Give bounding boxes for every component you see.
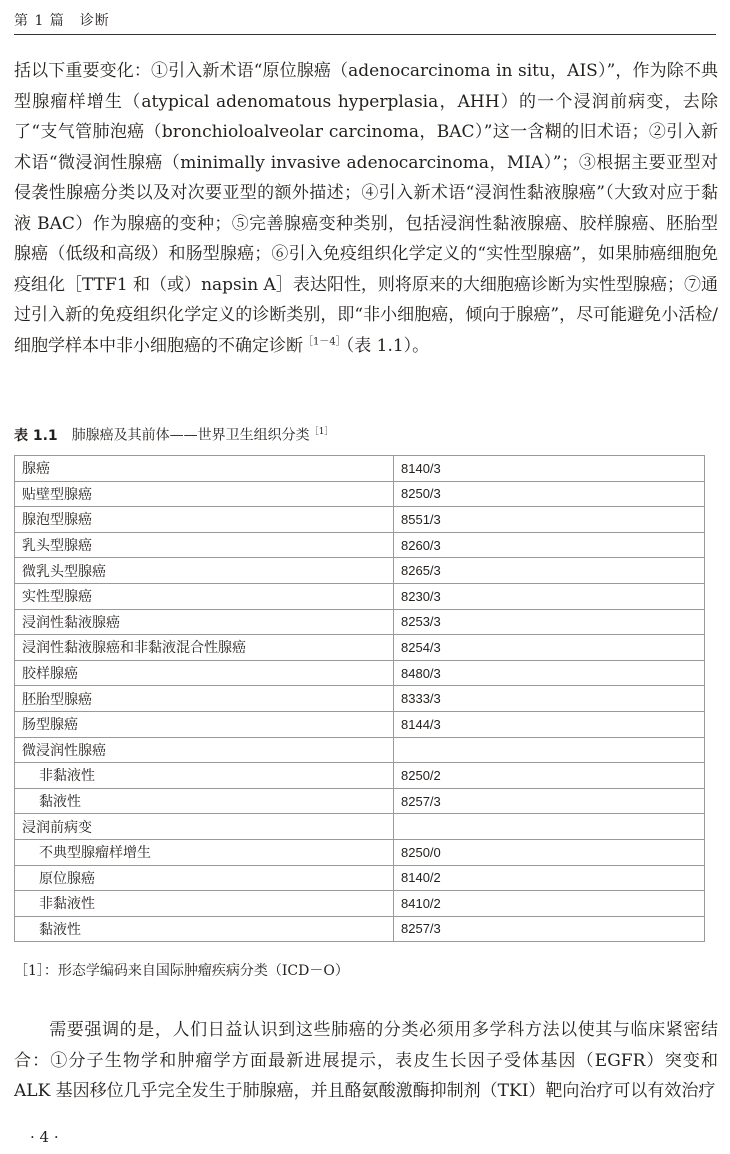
table-row [15, 583, 705, 609]
table-cell-name: 微浸润性腺癌 [15, 737, 394, 763]
table-row [15, 609, 705, 635]
table-cell-name: 浸润性黏液腺癌和非黏液混合性腺癌 [15, 635, 394, 661]
table-row [15, 865, 705, 891]
table-cell-name: 腺泡型腺癌 [15, 507, 394, 533]
table-cell-code: 8480/3 [394, 660, 705, 686]
table-cell-code: 8257/3 [394, 788, 705, 814]
table-cell-code: 8551/3 [394, 507, 705, 533]
intro-paragraph-tail: （表 1.1）。 [345, 335, 430, 356]
table-cell-name: 非黏液性 [15, 891, 394, 917]
table-row [15, 711, 705, 737]
table-cell-name: 肠型腺癌 [15, 711, 394, 737]
table-cell-code: 8333/3 [394, 686, 705, 712]
table-cell-code: 8265/3 [394, 558, 705, 584]
table-cell-name: 不典型腺瘤样增生 [15, 839, 394, 865]
table-cell-code: 8410/2 [394, 891, 705, 917]
table-row [15, 788, 705, 814]
table-row [15, 456, 705, 482]
second-paragraph-text: 需要强调的是，人们日益认识到这些肺癌的分类必须用多学科方法以使其与临床紧密结合：①分子生物学和肿瘤学方面最新进展提示，表皮生长因子受体基因（EGFR）突变和 ALK 基因移位几乎完全发生于肺腺癌，并且酪氨酸激酶抑制剂（TKI）靶向治疗可以有效治疗 [14, 1020, 718, 1101]
table-cell-name: 原位腺癌 [15, 865, 394, 891]
table-cell-name: 非黏液性 [15, 763, 394, 789]
table-row [15, 532, 705, 558]
table-cell-code [394, 814, 705, 840]
intro-citation: ［1－4］ [303, 335, 346, 347]
table-cell-code: 8144/3 [394, 711, 705, 737]
table-cell-code: 8250/3 [394, 481, 705, 507]
table-caption-citation: ［1］ [309, 427, 334, 437]
table-cell-name: 腺癌 [15, 456, 394, 482]
table-caption-label: 表 1.1 [14, 427, 58, 444]
table-footnote: ［1］：形态学编码来自国际肿瘤疾病分类（ICD－O） [14, 963, 349, 979]
table-cell-code: 8230/3 [394, 583, 705, 609]
table-cell-code: 8250/0 [394, 839, 705, 865]
table-cell-code: 8257/3 [394, 916, 705, 942]
table-row [15, 558, 705, 584]
table-cell-name: 浸润前病变 [15, 814, 394, 840]
table-row [15, 814, 705, 840]
table-cell-name: 胚胎型腺癌 [15, 686, 394, 712]
table-row [15, 839, 705, 865]
table-cell-name: 贴壁型腺癌 [15, 481, 394, 507]
table-cell-code: 8260/3 [394, 532, 705, 558]
table-cell-code: 8140/3 [394, 456, 705, 482]
classification-table [14, 455, 705, 942]
table-row [15, 891, 705, 917]
table-caption [14, 424, 333, 445]
table-cell-code: 8253/3 [394, 609, 705, 635]
table-cell-code [394, 737, 705, 763]
table-row [15, 763, 705, 789]
header-rule [14, 34, 716, 35]
table-cell-name: 实性型腺癌 [15, 583, 394, 609]
table-row [15, 737, 705, 763]
table-row [15, 507, 705, 533]
table-cell-name: 浸润性黏液腺癌 [15, 609, 394, 635]
table-cell-code: 8250/2 [394, 763, 705, 789]
table-row [15, 686, 705, 712]
table-cell-name: 微乳头型腺癌 [15, 558, 394, 584]
intro-paragraph-text: 括以下重要变化：①引入新术语“原位腺癌（adenocarcinoma in situ，AIS）”，作为除不典型腺瘤样增生（atypical adenomatous hyperplasia，AHH）的一个浸润前病变，去除了“支气管肺泡癌（bronchioloalveolar carcinoma，BAC）”这一含糊的旧术语；②引入新术语“微浸润性腺癌（minimally invasive adenocarcinoma，MIA）”；③根据主要亚型对侵袭性腺癌分类以及对次要亚型的额外描述；④引入新术语“浸润性黏液腺癌”（大致对应于黏液 BAC）作为腺癌的变种；⑤完善腺癌变种类别，包括浸润性黏液腺癌、胶样腺癌、胚胎型腺癌（低级和高级）和肠型腺癌；⑥引入免疫组织化学定义的“实性型腺癌”，如果肺癌细胞免疫组化［TTF1 和（或）napsin A］表达阳性，则将原来的大细胞癌诊断为实性型腺癌；⑦通过引入新的免疫组织化学定义的诊断类别，即“非小细胞癌，倾向于腺癌”，尽可能避免小活检/细胞学样本中非小细胞癌的不确定诊断 [14, 61, 718, 356]
table-cell-code: 8254/3 [394, 635, 705, 661]
second-paragraph [14, 1015, 718, 1107]
page-number: · 4 · [30, 1128, 59, 1146]
intro-paragraph [14, 56, 718, 361]
table-cell-name: 黏液性 [15, 916, 394, 942]
table-caption-title: 肺腺癌及其前体——世界卫生组织分类 [71, 427, 310, 444]
table-cell-code: 8140/2 [394, 865, 705, 891]
table-cell-name: 黏液性 [15, 788, 394, 814]
table-row [15, 635, 705, 661]
classification-table-body [15, 456, 705, 942]
table-cell-name: 胶样腺癌 [15, 660, 394, 686]
table-cell-name: 乳头型腺癌 [15, 532, 394, 558]
table-row [15, 481, 705, 507]
table-row [15, 660, 705, 686]
running-header: 第 1 篇 诊断 [14, 13, 110, 29]
table-row [15, 916, 705, 942]
